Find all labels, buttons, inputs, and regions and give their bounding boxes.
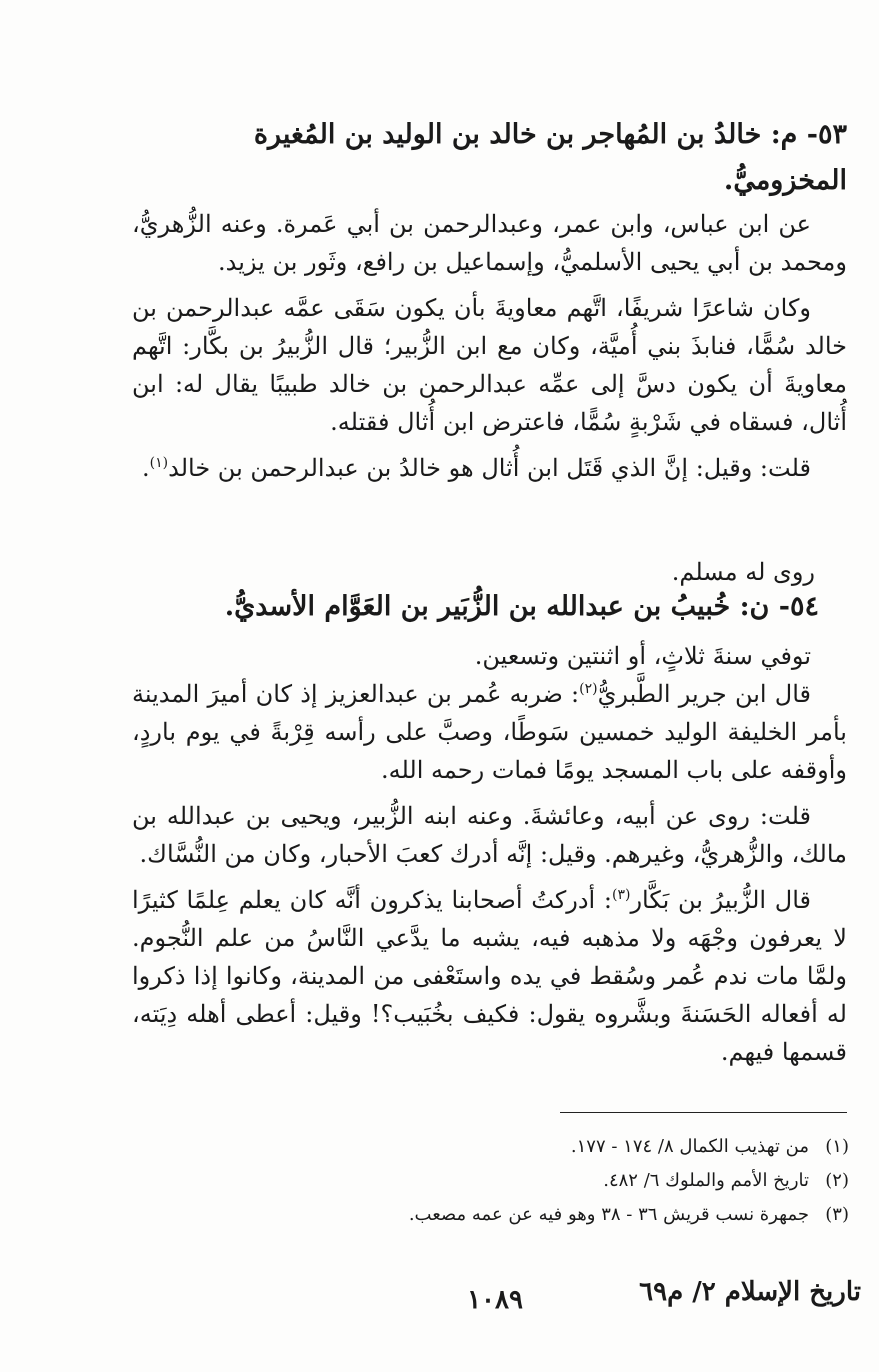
entry-54-body [132,637,847,1071]
entry-54-tabari-rest: : ضربه عُمر بن عبدالعزيز إذ كان أميرَ المدينة بأمر الخليفة الوليد خمسين سَوطًا، وصبَّ على رأسه قِرْبةً في يوم باردٍ، وأوقفه على باب المسجد يومًا فمات رحمه الله. [132,680,847,784]
footnote-ref-1: (١) [149,455,169,471]
entry-54-paragraph-zubair [132,881,847,1071]
entry-53-transmission-note: روى له مسلم. [671,558,815,586]
footnote-ref-2: (٢) [579,681,598,697]
entry-53-paragraph-note [132,449,847,487]
entry-53-paragraph-narrators: عن ابن عباس، وابن عمر، وعبدالرحمن بن أبي عَمرة. وعنه الزُّهريُّ، ومحمد بن أبي يحيى الأسلميُّ، وإسماعيل بن رافع، وثَور بن يزيد. [132,210,847,276]
book-volume-signature: تاريخ الإسلام ٢/ م٦٩ [639,1277,861,1307]
entry-53-body [132,205,847,487]
footnote-3-number: (٣) [825,1204,849,1225]
footnote-2-number: (٢) [825,1170,849,1191]
entry-53-heading-line1: ٥٣- م: خالدُ بن المُهاجر بن خالد بن الوليد بن المُغيرة [253,119,847,150]
footnote-1-text: من تهذيب الكمال ٨/ ١٧٤ - ١٧٧. [570,1136,809,1157]
footnote-divider [560,1112,847,1113]
footnote-1-number: (١) [825,1136,849,1157]
entry-54-paragraph-narrators: قلت: روى عن أبيه، وعائشةَ. وعنه ابنه الزُّبير، ويحيى بن عبدالله بن مالك، والزُّهريُّ، وغيرهم. وقيل: إنَّه أدرك كعبَ الأحبار، وكان من النُّسَّاك. [132,802,847,868]
footnote-3 [169,1200,849,1230]
entry-54-tabari-start: قال ابن جرير الطَّبريُّ [597,680,811,708]
entry-53-note-text: قلت: وقيل: إنَّ الذي قَتَل ابن أُثال هو خالدُ بن عبدالرحمن بن خالد [168,454,811,482]
entry-53-note-end: . [142,454,150,482]
footnote-2 [169,1166,849,1196]
entry-53-heading [132,112,847,204]
footnote-2-text: تاريخ الأمم والملوك ٦/ ٤٨٢. [603,1170,809,1191]
entry-54-heading-text: ٥٤- ن: خُبيبُ بن عبدالله بن الزُّبَير بن العَوَّام الأسديُّ. [224,591,819,622]
footnote-1 [169,1132,849,1162]
footnote-3-text: جمهرة نسب قريش ٣٦ - ٣٨ وهو فيه عن عمه مصعب. [408,1204,809,1225]
entry-53-paragraph-biography: وكان شاعرًا شريفًا، اتَّهم معاويةَ بأن يكون سَقَى عمَّه عبدالرحمن بن خالد سُمًّا، فنابذَ بني أُميَّة، وكان مع ابن الزُّبير؛ قال الزُّبيرُ بن بكَّار: اتَّهم معاويةَ أن يكون دسَّ إلى عمِّه عبدالرحمن بن خالد طبيبًا يقال له: ابن أُثال، فسقاه في شَرْبةٍ سُمًّا، فاعترض ابن أُثال فقتله. [132,294,847,436]
entry-54-paragraph-tabari [132,675,847,789]
entry-54-heading [132,584,847,630]
page-number: ١٠٨٩ [467,1285,523,1315]
entry-54-zubair-start: قال الزُّبيرُ بن بَكَّار [630,886,812,914]
entry-54-zubair-rest: : أدركتُ أصحابنا يذكرون أنَّه كان يعلم عِلمًا كثيرًا لا يعرفون وجْهَه ولا مذهبه فيه، يشبه ما يدَّعي النَّاسُ من علم النُّجوم. ولمَّا مات ندم عُمر وسُقط في يده واستَعْفى من المدينة، وكانوا إذا ذكروا له أفعاله الحَسَنةَ وبشَّروه يقول: فكيف بخُبَيب؟! وقيل: أعطى أهله دِيَته، قسمها فيهم. [132,886,847,1066]
footnote-ref-3: (٣) [612,887,631,903]
entry-54-paragraph-death: توفي سنةَ ثلاثٍ، أو اثنتين وتسعين. [474,642,811,670]
entry-53-heading-line2: المخزوميُّ. [723,165,847,196]
